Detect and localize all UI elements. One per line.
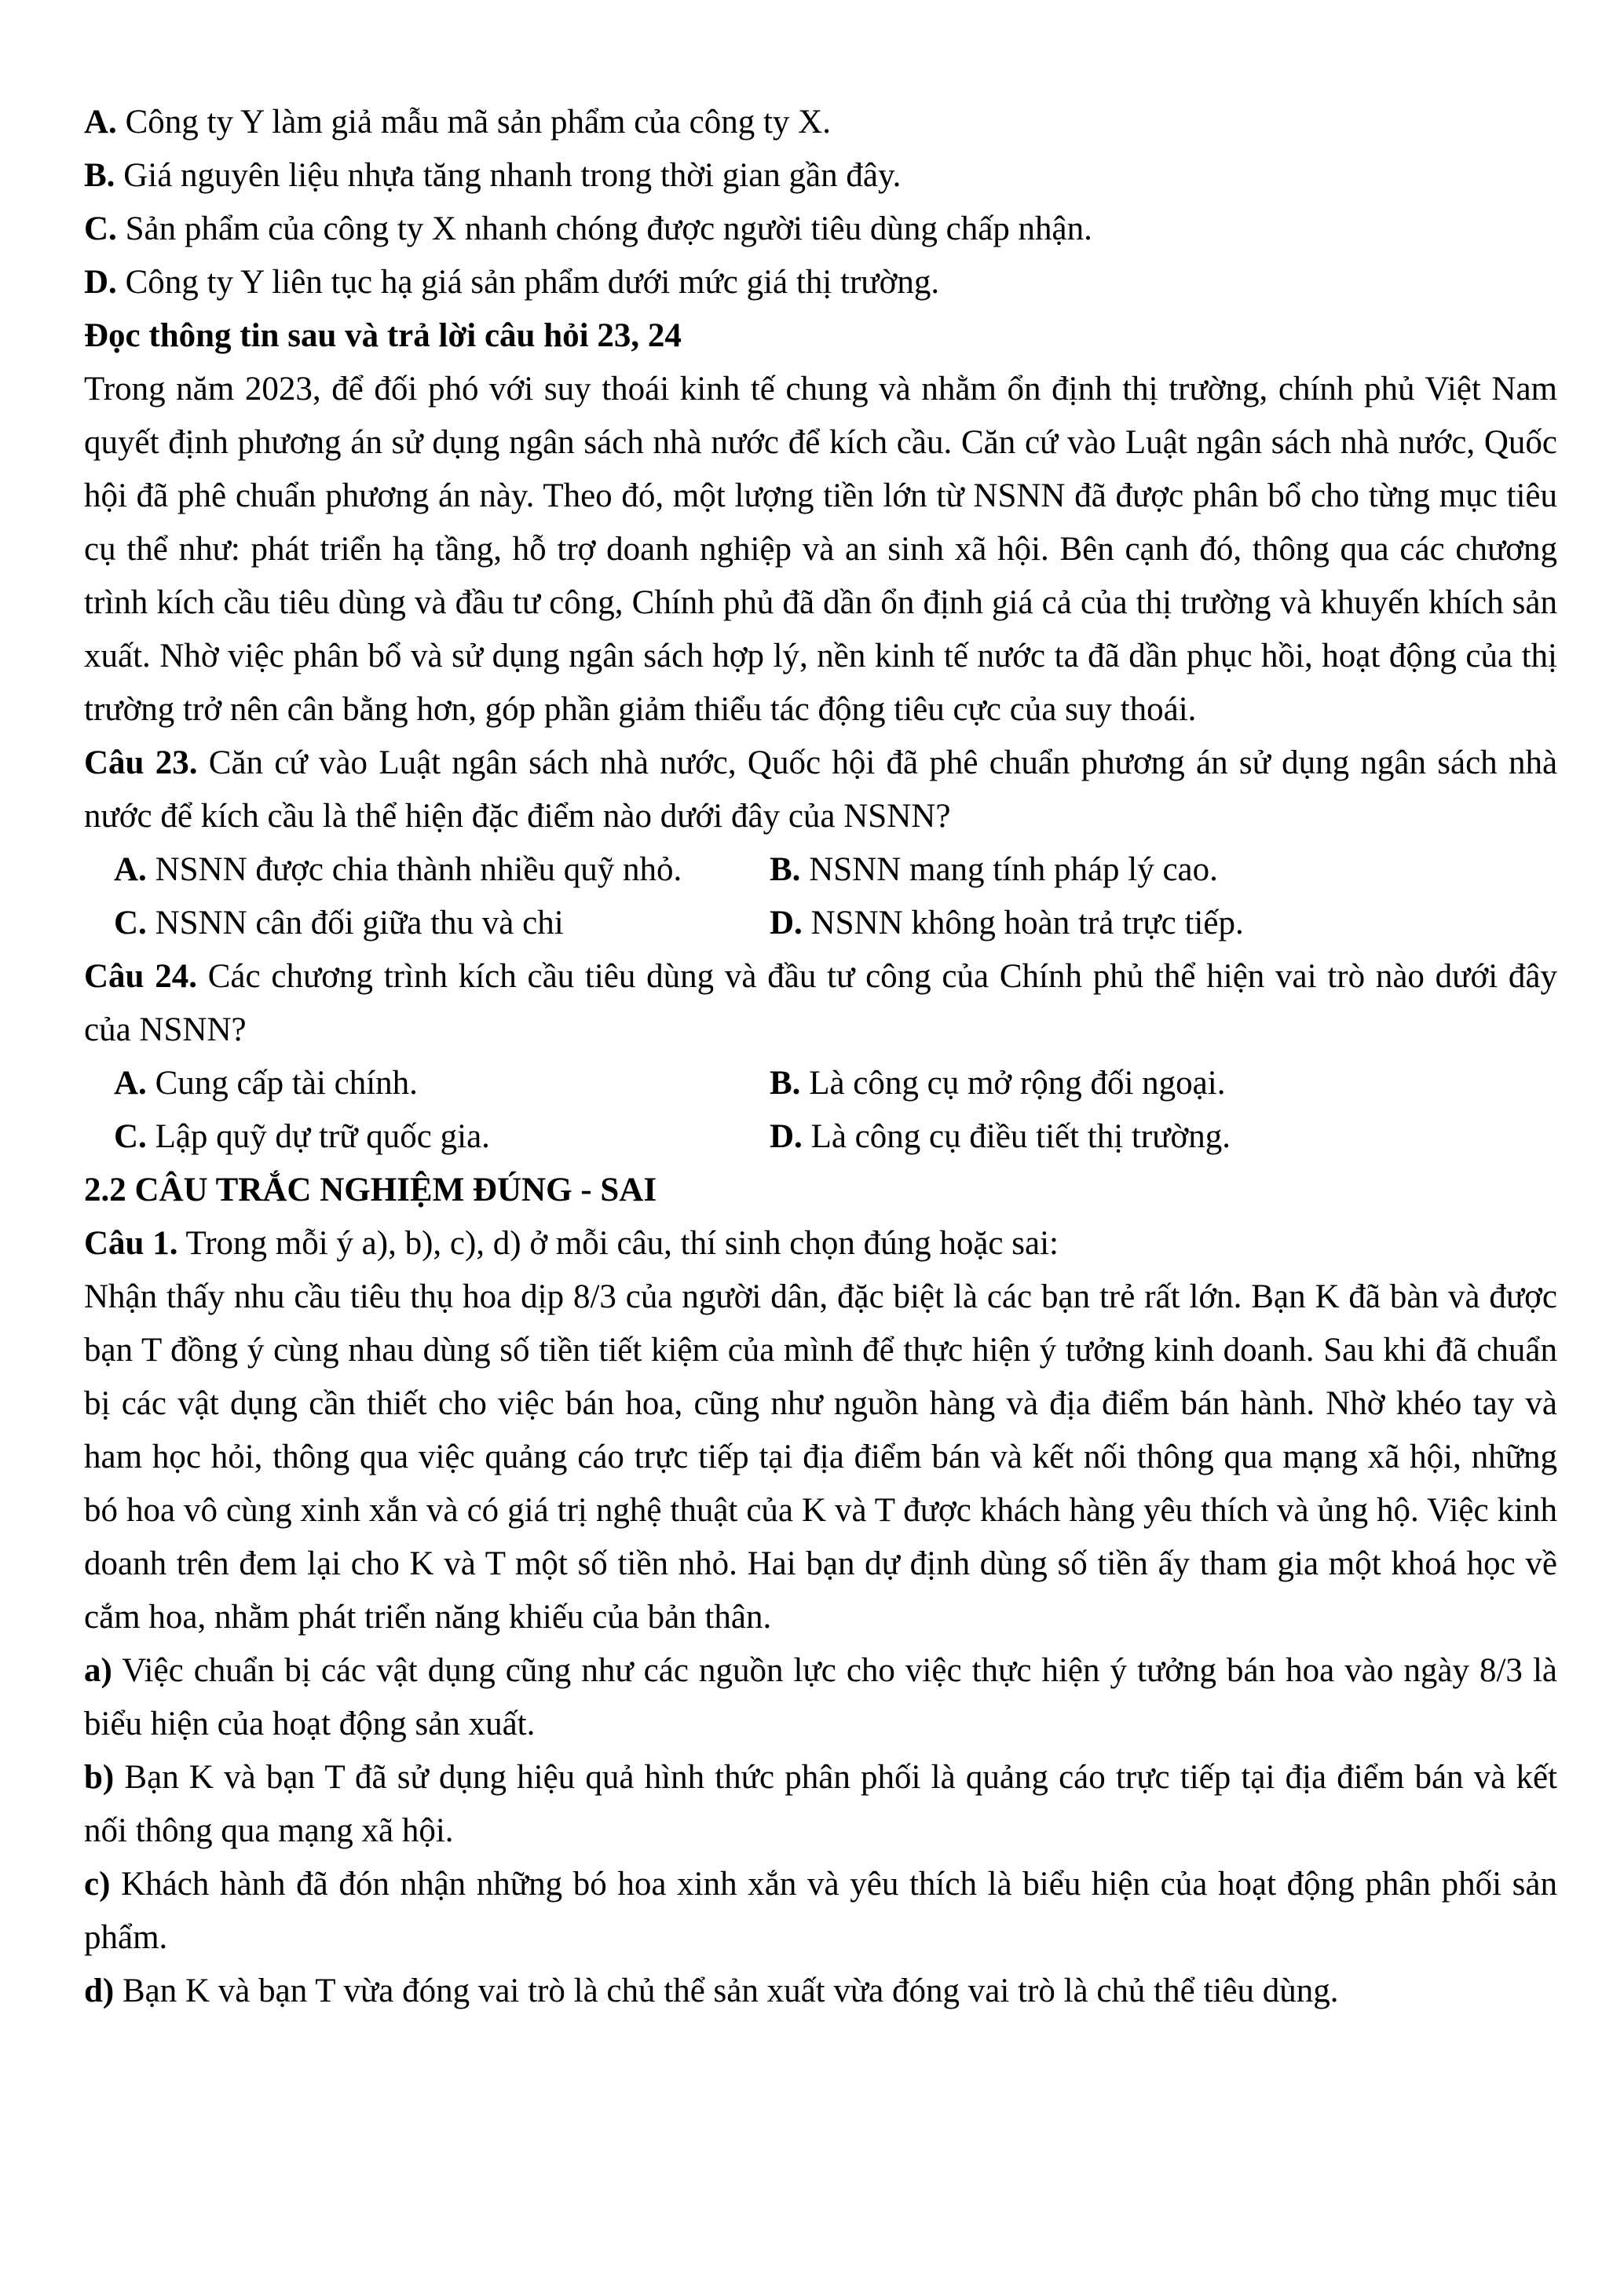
statement-b <box>84 1751 1557 1858</box>
option-line-b <box>770 843 1557 897</box>
question-text: Trong mỗi ý a), b), c), d) ở mỗi câu, thí sinh chọn đúng hoặc sai: <box>185 1225 1059 1262</box>
statement-text: Bạn K và bạn T đã sử dụng hiệu quả hình thức phân phối là quảng cáo trực tiếp tại địa điểm bán và kết nối thông qua mạng xã hội. <box>84 1759 1558 1849</box>
question-24 <box>84 950 1557 1057</box>
statement-letter: c) <box>84 1866 111 1903</box>
question22-options <box>84 96 1557 309</box>
option-line-c <box>84 203 1557 256</box>
option-letter: C. <box>114 1118 147 1155</box>
option-text: Công ty Y làm giả mẫu mã sản phẩm của công ty X. <box>125 104 831 141</box>
reading-passage: Trong năm 2023, để đối phó với suy thoái kinh tế chung và nhằm ổn định thị trường, chính phủ Việt Nam quyết định phương án sử dụng ngân sách nhà nước để kích cầu. Căn cứ vào Luật ngân sách nhà nước, Quốc hội đã phê chuẩn phương án này. Theo đó, một lượng tiền lớn từ NSNN đã được phân bổ cho từng mục tiêu cụ thể như: phát triển hạ tầng, hỗ trợ doanh nghiệp và an sinh xã hội. Bên cạnh đó, thông qua các chương trình kích cầu tiêu dùng và đầu tư công, Chính phủ đã dần ổn định giá cả của thị trường và khuyến khích sản xuất. Nhờ việc phân bổ và sử dụng ngân sách hợp lý, nền kinh tế nước ta đã dần phục hồi, hoạt động của thị trường trở nên cân bằng hơn, góp phần giảm thiểu tác động tiêu cực của suy thoái. <box>84 371 1557 728</box>
statement-d <box>84 1965 1557 2018</box>
statement-c <box>84 1858 1557 1965</box>
option-text: NSNN được chia thành nhiều quỹ nhỏ. <box>155 851 682 888</box>
option-text: Công ty Y liên tục hạ giá sản phẩm dưới mức giá thị trường. <box>125 264 940 301</box>
option-line-d <box>84 256 1557 309</box>
option-line-d <box>770 1110 1557 1164</box>
statement-text: Bạn K và bạn T vừa đóng vai trò là chủ thể sản xuất vừa đóng vai trò là chủ thể tiêu dùng. <box>122 1972 1339 2009</box>
option-text: Cung cấp tài chính. <box>155 1065 418 1102</box>
option-text: Sản phẩm của công ty X nhanh chóng được người tiêu dùng chấp nhận. <box>125 210 1092 247</box>
option-line-d <box>770 897 1557 950</box>
option-line-c <box>84 1110 770 1164</box>
question-1-passage: Nhận thấy nhu cầu tiêu thụ hoa dịp 8/3 của người dân, đặc biệt là các bạn trẻ rất lớn. Bạn K đã bàn và được bạn T đồng ý cùng nhau dùng số tiền tiết kiệm của mình để thực hiện ý tưởng kinh doanh. Sau khi đã chuẩn bị các vật dụng cần thiết cho việc bán hoa, cũng như nguồn hàng và địa điểm bán hành. Nhờ khéo tay và ham học hỏi, thông qua việc quảng cáo trực tiếp tại địa điểm bán và kết nối thông qua mạng xã hội, những bó hoa vô cùng xinh xắn và có giá trị nghệ thuật của K và T được khách hàng yêu thích và ủng hộ. Việc kinh doanh trên đem lại cho K và T một số tiền nhỏ. Hai bạn dự định dùng số tiền ấy tham gia một khoá học về cắm hoa, nhằm phát triển năng khiếu của bản thân. <box>84 1278 1557 1636</box>
option-line-b <box>84 149 1557 203</box>
option-letter: B. <box>770 1065 801 1102</box>
question-number: Câu 23. <box>84 744 198 781</box>
option-letter: A. <box>114 851 147 888</box>
option-line-c <box>84 897 770 950</box>
statement-letter: a) <box>84 1652 112 1689</box>
statement-text: Khách hành đã đón nhận những bó hoa xinh xắn và yêu thích là biểu hiện của hoạt động phân phối sản phẩm. <box>84 1866 1557 1956</box>
option-line-b <box>770 1057 1557 1110</box>
statement-a <box>84 1644 1557 1751</box>
option-letter: A. <box>84 104 117 141</box>
option-text: NSNN cân đối giữa thu và chi <box>155 905 564 941</box>
statement-letter: d) <box>84 1972 115 2009</box>
question-23 <box>84 737 1557 843</box>
option-text: NSNN không hoàn trả trực tiếp. <box>810 905 1244 941</box>
option-letter: B. <box>84 157 115 194</box>
option-text: Là công cụ mở rộng đối ngoại. <box>809 1065 1226 1102</box>
option-text: NSNN mang tính pháp lý cao. <box>809 851 1218 888</box>
option-letter: C. <box>84 210 117 247</box>
option-letter: D. <box>770 905 803 941</box>
option-letter: D. <box>770 1118 803 1155</box>
question-23-options <box>84 843 1557 950</box>
option-letter: A. <box>114 1065 147 1102</box>
option-line-a <box>84 96 1557 149</box>
option-letter: D. <box>84 264 117 301</box>
question-text: Các chương trình kích cầu tiêu dùng và đầu tư công của Chính phủ thể hiện vai trò nào dưới đây của NSNN? <box>84 958 1558 1048</box>
statement-text: Việc chuẩn bị các vật dụng cũng như các nguồn lực cho việc thực hiện ý tưởng bán hoa vào ngày 8/3 là biểu hiện của hoạt động sản xuất. <box>84 1652 1557 1742</box>
option-letter: C. <box>114 905 147 941</box>
statement-letter: b) <box>84 1759 115 1796</box>
question-24-options <box>84 1057 1557 1164</box>
option-letter: B. <box>770 851 801 888</box>
option-line-a <box>84 1057 770 1110</box>
option-text: Lập quỹ dự trữ quốc gia. <box>155 1118 490 1155</box>
option-text: Là công cụ điều tiết thị trường. <box>810 1118 1231 1155</box>
option-line-a <box>84 843 770 897</box>
section-heading: 2.2 CÂU TRẮC NGHIỆM ĐÚNG - SAI <box>84 1172 657 1208</box>
reading-heading: Đọc thông tin sau và trả lời câu hỏi 23, 24 <box>84 317 682 354</box>
question-1 <box>84 1217 1557 1270</box>
option-text: Giá nguyên liệu nhựa tăng nhanh trong thời gian gần đây. <box>123 157 902 194</box>
question-text: Căn cứ vào Luật ngân sách nhà nước, Quốc hội đã phê chuẩn phương án sử dụng ngân sách nhà nước để kích cầu là thể hiện đặc điểm nào dưới đây của NSNN? <box>84 744 1558 835</box>
question-number: Câu 24. <box>84 958 197 995</box>
question-number: Câu 1. <box>84 1225 178 1262</box>
